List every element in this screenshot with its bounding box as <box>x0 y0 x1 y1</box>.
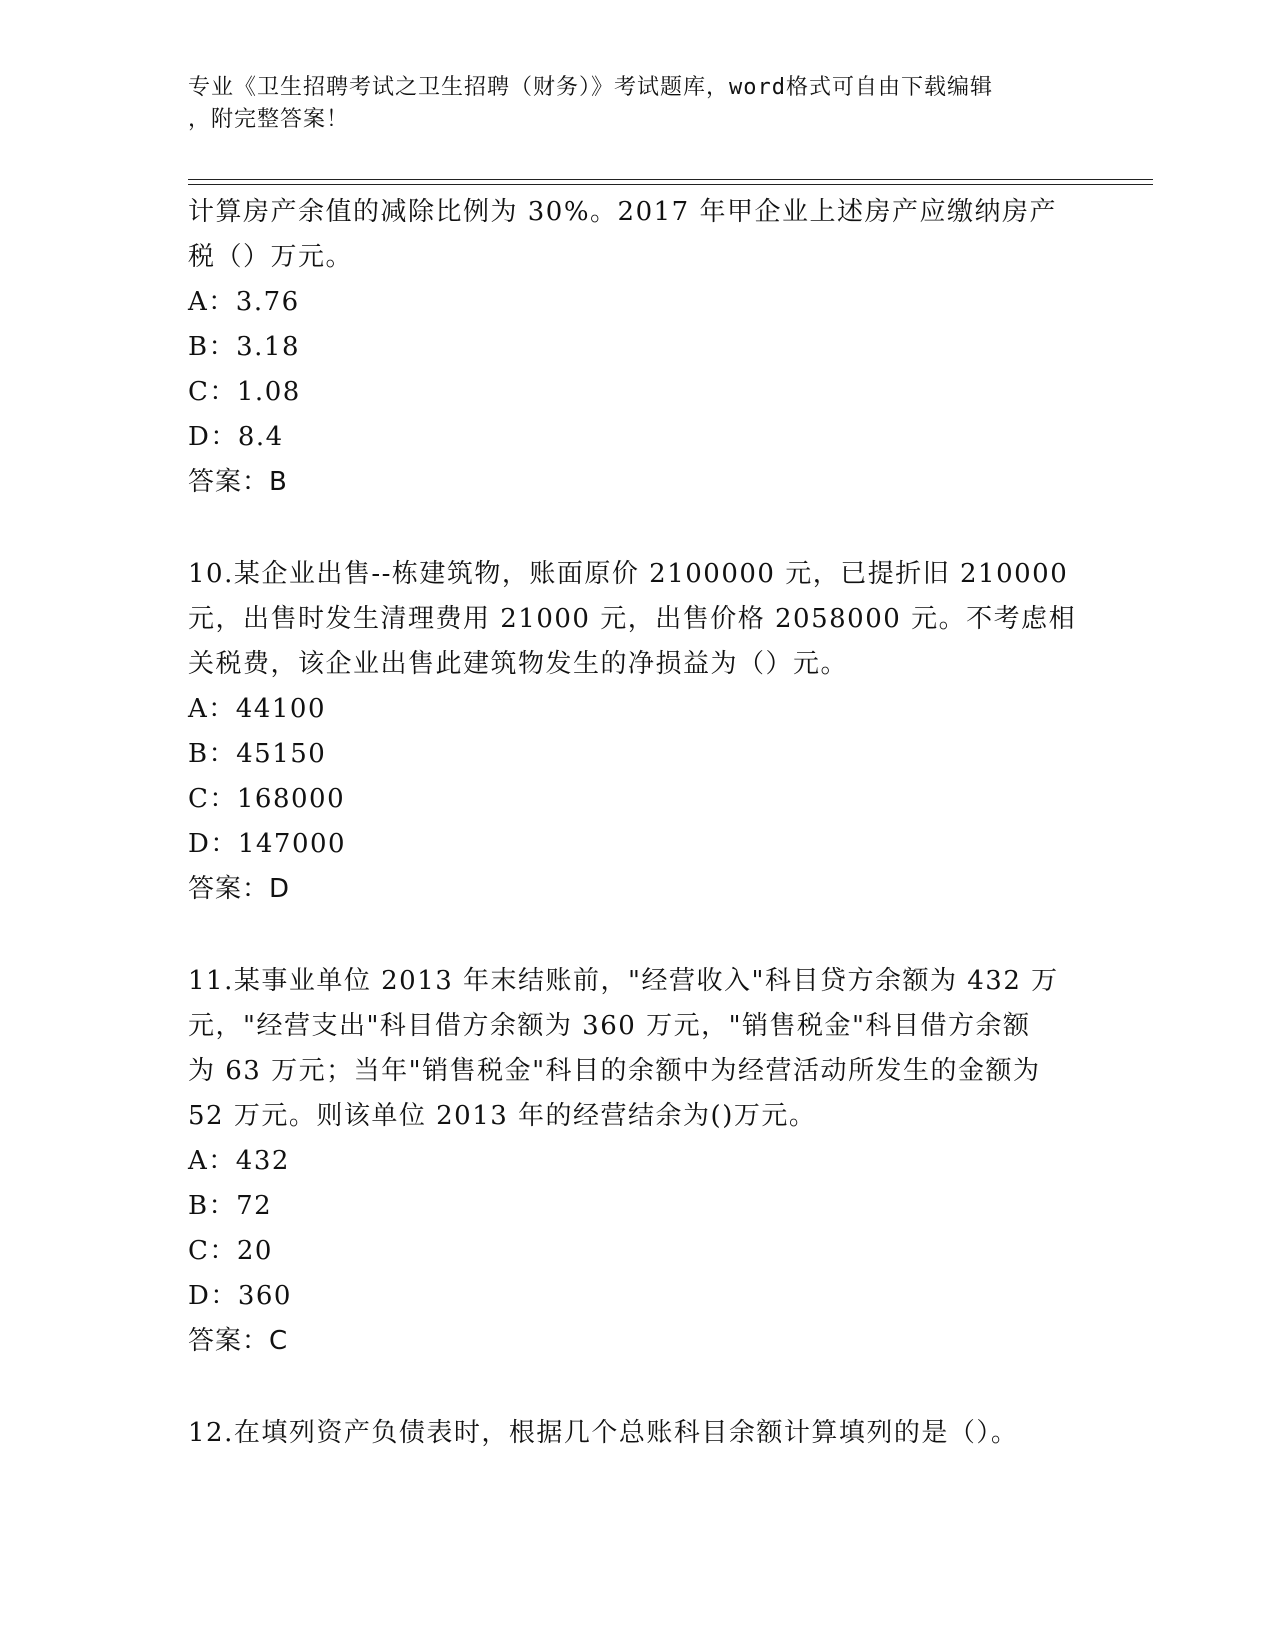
option-b: B：72 <box>188 1191 273 1221</box>
question-text-line: 为 63 万元；当年"销售税金"科目的余额中为经营活动所发生的金额为 <box>188 1056 1041 1086</box>
header-line-2: ，附完整答案！ <box>188 107 350 132</box>
answer: 答案：D <box>188 874 291 904</box>
header-divider-bottom <box>188 184 1153 185</box>
option-a: A：44100 <box>188 694 326 724</box>
option-a: A：3.76 <box>188 287 300 317</box>
option-d: D：147000 <box>188 829 347 859</box>
option-b: B：45150 <box>188 739 327 769</box>
document-header <box>188 72 1088 136</box>
question-text-line: 元，出售时发生清理费用 21000 元，出售价格 2058000 元。不考虑相 <box>188 604 1077 634</box>
question-9 <box>188 190 1088 505</box>
option-d: D：360 <box>188 1281 292 1311</box>
question-text-line: 11.某事业单位 2013 年末结账前，"经营收入"科目贷方余额为 432 万 <box>188 966 1059 996</box>
header-line-1: 专业《卫生招聘考试之卫生招聘（财务）》考试题库，word格式可自由下载编辑 <box>188 75 993 100</box>
question-12 <box>188 1411 1088 1456</box>
option-b: B：3.18 <box>188 332 300 362</box>
question-text-line: 52 万元。则该单位 2013 年的经营结余为()万元。 <box>188 1101 817 1131</box>
answer: 答案：B <box>188 467 288 497</box>
question-11 <box>188 959 1088 1364</box>
question-text-line: 10.某企业出售--栋建筑物，账面原价 2100000 元，已提折旧 210000 <box>188 559 1069 589</box>
option-d: D：8.4 <box>188 422 284 452</box>
option-c: C：168000 <box>188 784 346 814</box>
question-text-line: 计算房产余值的减除比例为 30%。2017 年甲企业上述房产应缴纳房产 <box>188 197 1057 227</box>
question-text-line: 税（）万元。 <box>188 242 354 272</box>
question-list <box>188 190 1088 1456</box>
header-divider-top <box>188 179 1153 180</box>
question-text-line: 12.在填列资产负债表时，根据几个总账科目余额计算填列的是（）。 <box>188 1418 1019 1448</box>
option-a: A：432 <box>188 1146 290 1176</box>
question-text-line: 元，"经营支出"科目借方余额为 360 万元，"销售税金"科目借方余额 <box>188 1011 1031 1041</box>
question-text-line: 关税费，该企业出售此建筑物发生的净损益为（）元。 <box>188 649 849 679</box>
question-10 <box>188 552 1088 912</box>
option-c: C：1.08 <box>188 377 301 407</box>
option-c: C：20 <box>188 1236 273 1266</box>
answer: 答案：C <box>188 1326 289 1356</box>
